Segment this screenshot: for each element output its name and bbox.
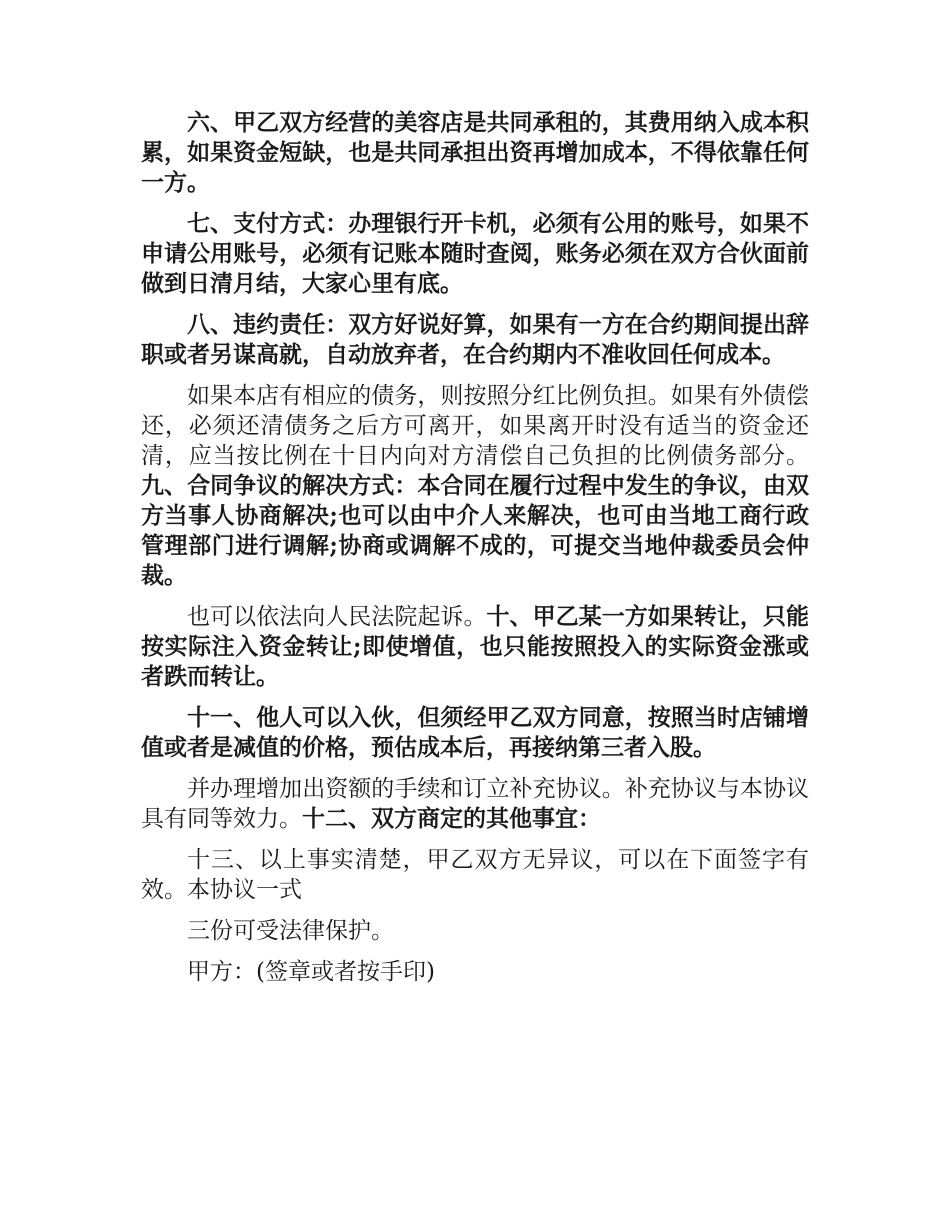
clause-twelve-text: 十二、双方商定的其他事宜： xyxy=(302,805,601,832)
copies-text: 三份可受法律保护。 xyxy=(187,918,394,944)
clause-seven-paragraph xyxy=(141,209,809,299)
clause-nine-text: 九、合同争议的解决方式：本合同在履行过程中发生的争议，由双方当事人协商解决;也可以由中介人来解决，也可由当地工商行政管理部门进行调解;协商或调解不成的，可提交当地仲裁委员会仲裁。 xyxy=(141,472,809,589)
party-a-signature-text: 甲方：(签章或者按手印) xyxy=(187,959,435,985)
clause-thirteen-text: 十三、以上事实清楚，甲乙双方无异议，可以在下面签字有效。本协议一式 xyxy=(141,847,809,903)
debt-and-clause-nine-paragraph xyxy=(141,381,809,591)
clause-eleven-paragraph xyxy=(141,703,809,763)
debt-text: 如果本店有相应的债务，则按照分红比例负担。如果有外债偿还，必须还清债务之后方可离开，如果离开时没有适当的资金还清，应当按比例在十日内向对方清偿自己负担的比例债务部分。 xyxy=(141,383,809,469)
supplement-text: 并办理增加出资额的手续和订立补充协议。补充协议与本协议具有同等效力。 xyxy=(141,776,809,832)
clause-seven-text: 七、支付方式：办理银行开卡机，必须有公用的账号，如果不申请公用账号，必须有记账本随时查阅，账务必须在双方合伙面前做到日清月结，大家心里有底。 xyxy=(141,210,809,297)
clause-eight-text: 八、违约责任：双方好说好算，如果有一方在合约期间提出辞职或者另谋高就，自动放弃者，在合约期内不准收回任何成本。 xyxy=(141,311,809,368)
clause-six-paragraph xyxy=(141,108,809,198)
clause-six-text: 六、甲乙双方经营的美容店是共同承租的，其费用纳入成本积累，如果资金短缺，也是共同承担出资再增加成本，不得依靠任何一方。 xyxy=(141,109,809,196)
clause-eight-paragraph xyxy=(141,310,809,370)
clause-thirteen-paragraph xyxy=(141,845,809,905)
lawsuit-text: 也可以依法向人民法院起诉。 xyxy=(187,604,487,630)
clause-eleven-text: 十一、他人可以入伙，但须经甲乙双方同意，按照当时店铺增值或者是减值的价格，预估成本后，再接纳第三者入股。 xyxy=(141,704,809,761)
copies-paragraph xyxy=(141,916,809,946)
party-a-signature-line xyxy=(141,957,809,987)
clause-ten-text: 十、甲乙某一方如果转让，只能按实际注入资金转让;即使增值，也只能按照投入的实际资金涨或者跌而转让。 xyxy=(141,603,810,690)
document-body xyxy=(141,108,809,998)
supplement-and-clause-twelve-paragraph xyxy=(141,774,809,834)
lawsuit-and-clause-ten-paragraph xyxy=(141,602,809,692)
